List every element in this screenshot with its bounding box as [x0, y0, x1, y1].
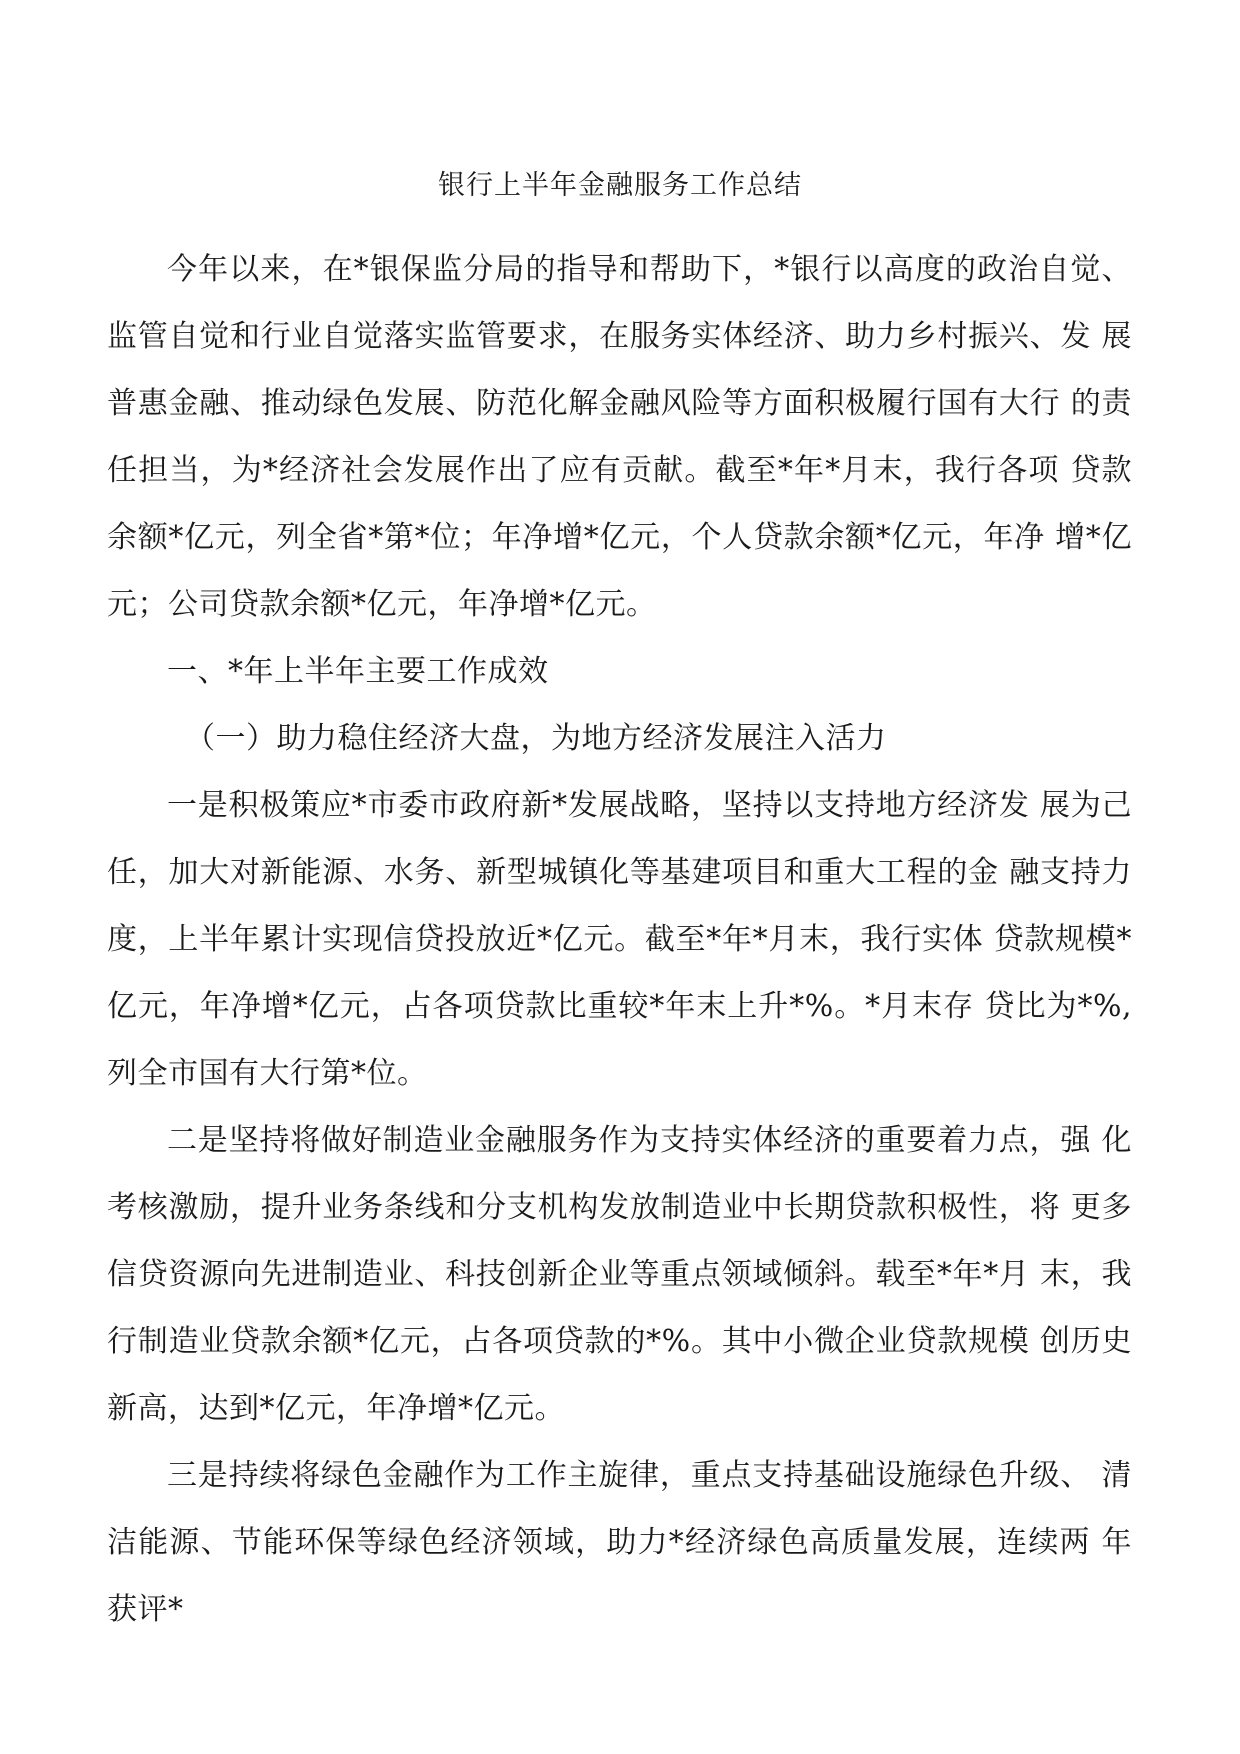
- document-title: 银行上半年金融服务工作总结: [438, 170, 802, 201]
- point-three-paragraph: 三是持续将绿色金融作为工作主旋律，重点支持基础设施绿色升级、 清洁能源、节能环保等绿色经济领域，助力*经济绿色高质量发展，连续两 年获评*: [107, 1458, 1132, 1627]
- section-heading: 一、*年上半年主要工作成效: [167, 654, 549, 689]
- point-two-paragraph: 二是坚持将做好制造业金融服务作为支持实体经济的重要着力点，强 化考核激励，提升业务条线和分支机构发放制造业中长期贷款积极性，将 更多信贷资源向先进制造业、科技创新企业等重点领域倾斜。载至*年*月 末，我行制造业贷款余额*亿元，占各项贷款的*%。其中小微企业贷款规模 创历史新高，达到*亿元，年净增*亿元。: [107, 1123, 1132, 1426]
- subsection-heading: （一）助力稳住经济大盘，为地方经济发展注入活力: [185, 721, 887, 756]
- document-body: [107, 236, 1132, 1643]
- intro-paragraph: 今年以来，在*银保监分局的指导和帮助下，*银行以高度的政治自觉、 监管自觉和行业自觉落实监管要求，在服务实体经济、助力乡村振兴、发 展普惠金融、推动绿色发展、防范化解金融风险等方面积极履行国有大行 的责任担当，为*经济社会发展作出了应有贡献。截至*年*月末，我行各项 贷款余额*亿元，列全省*第*位；年净增*亿元，个人贷款余额*亿元，年净 增*亿元；公司贷款余额*亿元，年净增*亿元。: [107, 252, 1132, 622]
- point-one-paragraph: 一是积极策应*市委市政府新*发展战略，坚持以支持地方经济发 展为己任，加大对新能源、水务、新型城镇化等基建项目和重大工程的金 融支持力度，上半年累计实现信贷投放近*亿元。截至*年*月末，我行实体 贷款规模*亿元，年净增*亿元，占各项贷款比重较*年末上升*%。*月末存 贷比为*%,列全市国有大行第*位。: [107, 788, 1132, 1091]
